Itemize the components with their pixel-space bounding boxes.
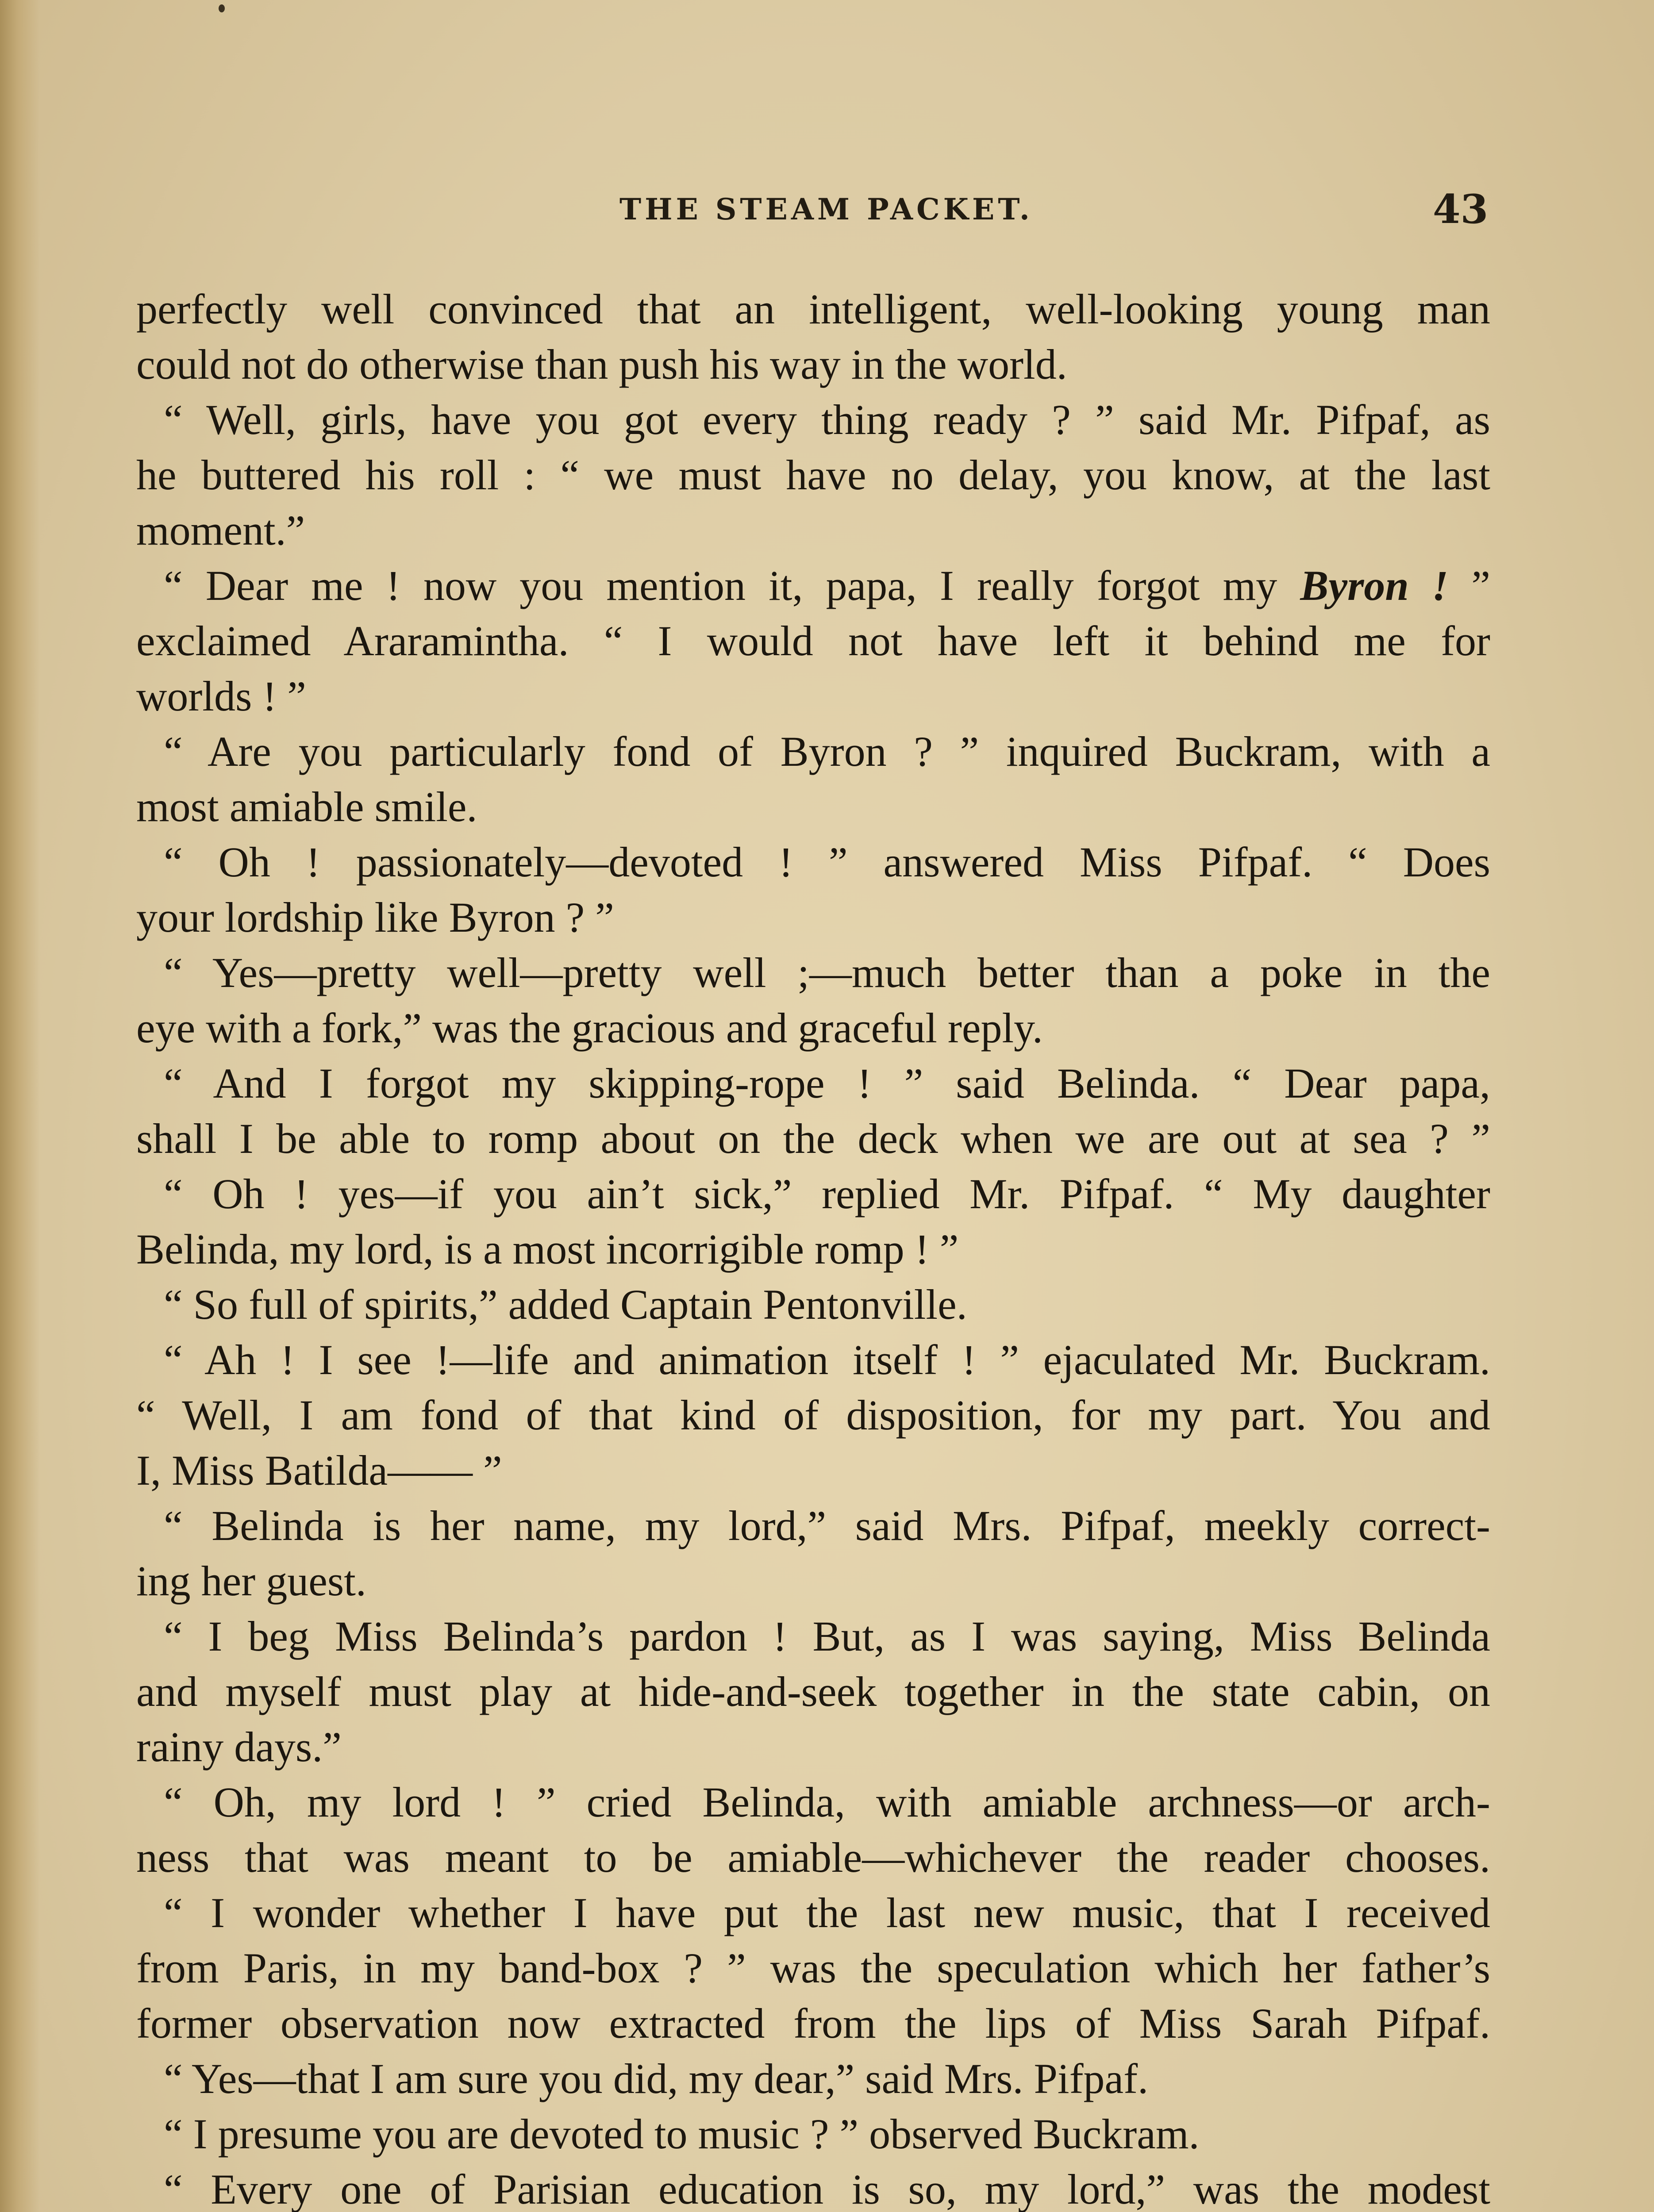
- text-line: worlds ! ”: [136, 672, 306, 720]
- text-line: “ Well, girls, have you got every thing ready ? ” said Mr. Pifpaf, as: [164, 396, 1490, 443]
- text-line: moment.”: [136, 507, 305, 554]
- text-line: and myself must play at hide-and-seek together in the state cabin, on: [136, 1668, 1490, 1715]
- text-line: “ Belinda is her name, my lord,” said Mrs. Pifpaf, meekly correct-: [164, 1502, 1490, 1549]
- ink-speck: [219, 4, 225, 12]
- text-line: shall I be able to romp about on the deck when we are out at sea ? ”: [136, 1115, 1490, 1162]
- text-line: Belinda, my lord, is a most incorrigible romp ! ”: [136, 1225, 959, 1273]
- text-line: “ I presume you are devoted to music ? ” observed Buckram.: [164, 2110, 1200, 2158]
- text-line: “ Dear me ! now you mention it, papa, I really forgot my Byron ! ”: [164, 562, 1490, 609]
- text-line: “ Oh ! passionately—devoted ! ” answered Miss Pifpaf. “ Does: [164, 838, 1490, 886]
- text-line: your lordship like Byron ? ”: [136, 894, 614, 941]
- text-line: “ I wonder whether I have put the last new music, that I received: [164, 1889, 1490, 1936]
- page-spine-shadow: [0, 0, 40, 2212]
- text-line: most amiable smile.: [136, 783, 477, 830]
- text-line: eye with a fork,” was the gracious and graceful reply.: [136, 1004, 1043, 1052]
- text-line: “ And I forgot my skipping-rope ! ” said Belinda. “ Dear papa,: [164, 1060, 1490, 1107]
- text-line: from Paris, in my band-box ? ” was the speculation which her father’s: [136, 1944, 1490, 1992]
- text-line: exclaimed Araramintha. “ I would not have left it behind me for: [136, 617, 1490, 664]
- page-number: 43: [1433, 186, 1489, 233]
- text-line: perfectly well convinced that an intelligent, well-looking young man: [136, 285, 1490, 333]
- text-line: “ Are you particularly fond of Byron ? ” inquired Buckram, with a: [164, 728, 1490, 775]
- text-line: could not do otherwise than push his way in the world.: [136, 341, 1067, 388]
- text-line: ing her guest.: [136, 1557, 366, 1605]
- text-line: “ Every one of Parisian education is so, my lord,” was the modest: [164, 2166, 1490, 2212]
- text-line: “ So full of spirits,” added Captain Pentonville.: [164, 1281, 967, 1328]
- text-line: “ Oh, my lord ! ” cried Belinda, with amiable archness—or arch-: [164, 1778, 1490, 1826]
- text-line: ness that was meant to be amiable—whichever the reader chooses.: [136, 1834, 1490, 1881]
- text-line: “ Oh ! yes—if you ain’t sick,” replied Mr. Pifpaf. “ My daughter: [164, 1170, 1490, 1217]
- text-line: “ Yes—that I am sure you did, my dear,” said Mrs. Pifpaf.: [164, 2055, 1149, 2102]
- text-line: “ I beg Miss Belinda’s pardon ! But, as I was saying, Miss Belinda: [164, 1613, 1490, 1660]
- text-line: “ Well, I am fond of that kind of disposition, for my part. You and: [136, 1391, 1490, 1439]
- text-line: “ Yes—pretty well—pretty well ;—much better than a poke in the: [164, 949, 1490, 996]
- italic-title: Byron !: [1300, 562, 1449, 609]
- text-line: I, Miss Batilda—— ”: [136, 1447, 502, 1494]
- body-text: [136, 281, 1490, 2212]
- text-line: former observation now extracted from the lips of Miss Sarah Pifpaf.: [136, 2000, 1490, 2047]
- text-line: “ Ah ! I see !—life and animation itself ! ” ejaculated Mr. Buckram.: [164, 1336, 1490, 1383]
- running-head: THE STEAM PACKET.: [619, 192, 1033, 227]
- text-line: rainy days.”: [136, 1723, 342, 1770]
- text-line: he buttered his roll : “ we must have no delay, you know, at the last: [136, 451, 1490, 499]
